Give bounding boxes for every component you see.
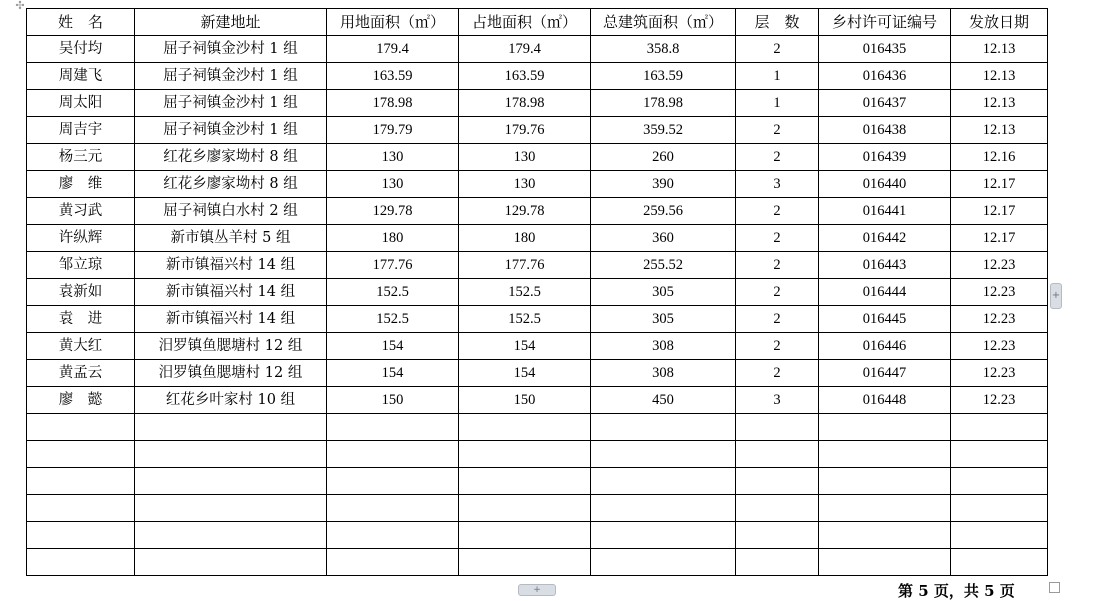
empty-cell[interactable] xyxy=(135,522,327,549)
add-row-plus-icon[interactable]: + xyxy=(518,584,556,596)
empty-cell[interactable] xyxy=(736,468,819,495)
cell-address[interactable]: 汨罗镇鱼腮塘村 12 组 xyxy=(135,333,327,360)
page-number-footer: 第 5 页，共 5 页 xyxy=(898,582,1015,600)
empty-table-row xyxy=(27,522,1048,549)
empty-cell[interactable] xyxy=(951,441,1048,468)
cell-footprint-area[interactable]: 179.76 xyxy=(459,117,591,144)
cell-name[interactable]: 黄孟云 xyxy=(27,360,135,387)
empty-cell[interactable] xyxy=(27,495,135,522)
empty-cell[interactable] xyxy=(819,522,951,549)
permit-table xyxy=(26,8,1048,576)
empty-cell[interactable] xyxy=(459,468,591,495)
empty-cell[interactable] xyxy=(591,468,736,495)
empty-cell[interactable] xyxy=(819,495,951,522)
empty-cell[interactable] xyxy=(736,495,819,522)
cell-name[interactable]: 周太阳 xyxy=(27,90,135,117)
empty-table-row xyxy=(27,495,1048,522)
empty-cell[interactable] xyxy=(736,414,819,441)
cell-permit-number[interactable]: 016442 xyxy=(819,225,951,252)
cell-floors[interactable]: 1 xyxy=(736,90,819,117)
header-floors[interactable]: 层 数 xyxy=(736,9,819,36)
empty-cell[interactable] xyxy=(736,522,819,549)
empty-cell[interactable] xyxy=(459,522,591,549)
cell-name[interactable]: 杨三元 xyxy=(27,144,135,171)
cell-total-building-area[interactable]: 390 xyxy=(591,171,736,198)
cell-land-area[interactable]: 163.59 xyxy=(327,63,459,90)
cell-footprint-area[interactable]: 154 xyxy=(459,360,591,387)
cell-footprint-area[interactable]: 178.98 xyxy=(459,90,591,117)
table-row xyxy=(27,117,1048,144)
empty-cell[interactable] xyxy=(591,414,736,441)
cell-name[interactable]: 周建飞 xyxy=(27,63,135,90)
cell-total-building-area[interactable]: 305 xyxy=(591,279,736,306)
table-row xyxy=(27,63,1048,90)
empty-cell[interactable] xyxy=(591,441,736,468)
table-row xyxy=(27,306,1048,333)
cell-issue-date[interactable]: 12.23 xyxy=(951,252,1048,279)
cell-name[interactable]: 邹立琼 xyxy=(27,252,135,279)
empty-cell[interactable] xyxy=(27,522,135,549)
cell-issue-date[interactable]: 12.13 xyxy=(951,36,1048,63)
cell-total-building-area[interactable]: 260 xyxy=(591,144,736,171)
cell-permit-number[interactable]: 016438 xyxy=(819,117,951,144)
empty-table-row xyxy=(27,414,1048,441)
empty-cell[interactable] xyxy=(459,414,591,441)
cell-address[interactable]: 屈子祠镇金沙村 1 组 xyxy=(135,117,327,144)
cell-address[interactable]: 屈子祠镇金沙村 1 组 xyxy=(135,36,327,63)
cell-footprint-area[interactable]: 130 xyxy=(459,171,591,198)
empty-cell[interactable] xyxy=(27,549,135,576)
empty-cell[interactable] xyxy=(459,441,591,468)
cell-issue-date[interactable]: 12.23 xyxy=(951,279,1048,306)
cell-footprint-area[interactable]: 152.5 xyxy=(459,306,591,333)
cell-name[interactable]: 袁 进 xyxy=(27,306,135,333)
empty-cell[interactable] xyxy=(819,468,951,495)
cell-land-area[interactable]: 152.5 xyxy=(327,279,459,306)
cell-footprint-area[interactable]: 129.78 xyxy=(459,198,591,225)
header-address[interactable]: 新建地址 xyxy=(135,9,327,36)
cell-issue-date[interactable]: 12.13 xyxy=(951,90,1048,117)
table-row xyxy=(27,36,1048,63)
header-row xyxy=(27,9,1048,36)
header-land-area[interactable]: 用地面积（㎡） xyxy=(327,9,459,36)
table-row xyxy=(27,333,1048,360)
cell-name[interactable]: 袁新如 xyxy=(27,279,135,306)
cell-footprint-area[interactable]: 152.5 xyxy=(459,279,591,306)
empty-cell[interactable] xyxy=(135,414,327,441)
cell-floors[interactable]: 3 xyxy=(736,171,819,198)
empty-cell[interactable] xyxy=(459,495,591,522)
cell-issue-date[interactable]: 12.23 xyxy=(951,333,1048,360)
empty-cell[interactable] xyxy=(27,468,135,495)
empty-cell[interactable] xyxy=(591,522,736,549)
cell-floors[interactable]: 2 xyxy=(736,144,819,171)
cell-footprint-area[interactable]: 180 xyxy=(459,225,591,252)
cell-land-area[interactable]: 179.4 xyxy=(327,36,459,63)
empty-table-row xyxy=(27,549,1048,576)
cell-total-building-area[interactable]: 178.98 xyxy=(591,90,736,117)
cell-footprint-area[interactable]: 150 xyxy=(459,387,591,414)
cell-issue-date[interactable]: 12.23 xyxy=(951,387,1048,414)
cell-permit-number[interactable]: 016437 xyxy=(819,90,951,117)
empty-cell[interactable] xyxy=(327,414,459,441)
cell-issue-date[interactable]: 12.13 xyxy=(951,63,1048,90)
add-column-plus-icon[interactable]: + xyxy=(1050,283,1062,309)
empty-cell[interactable] xyxy=(951,549,1048,576)
empty-cell[interactable] xyxy=(135,549,327,576)
cell-permit-number[interactable]: 016444 xyxy=(819,279,951,306)
cell-footprint-area[interactable]: 177.76 xyxy=(459,252,591,279)
cell-land-area[interactable]: 178.98 xyxy=(327,90,459,117)
table-row xyxy=(27,360,1048,387)
cell-floors[interactable]: 2 xyxy=(736,117,819,144)
cell-name[interactable]: 廖 维 xyxy=(27,171,135,198)
empty-cell[interactable] xyxy=(736,441,819,468)
cell-land-area[interactable]: 179.79 xyxy=(327,117,459,144)
cell-issue-date[interactable]: 12.23 xyxy=(951,360,1048,387)
cell-footprint-area[interactable]: 154 xyxy=(459,333,591,360)
cell-address[interactable]: 新市镇福兴村 14 组 xyxy=(135,279,327,306)
cell-permit-number[interactable]: 016445 xyxy=(819,306,951,333)
empty-cell[interactable] xyxy=(327,468,459,495)
cell-permit-number[interactable]: 016446 xyxy=(819,333,951,360)
cell-address[interactable]: 新市镇福兴村 14 组 xyxy=(135,252,327,279)
cell-name[interactable]: 黄习武 xyxy=(27,198,135,225)
cell-address[interactable]: 屈子祠镇金沙村 1 组 xyxy=(135,63,327,90)
cell-floors[interactable]: 2 xyxy=(736,333,819,360)
cell-permit-number[interactable]: 016436 xyxy=(819,63,951,90)
cell-address[interactable]: 红花乡廖家坳村 8 组 xyxy=(135,171,327,198)
empty-cell[interactable] xyxy=(459,549,591,576)
cell-issue-date[interactable]: 12.17 xyxy=(951,171,1048,198)
empty-cell[interactable] xyxy=(819,549,951,576)
empty-cell[interactable] xyxy=(135,468,327,495)
cell-issue-date[interactable]: 12.13 xyxy=(951,117,1048,144)
cell-total-building-area[interactable]: 450 xyxy=(591,387,736,414)
table-row xyxy=(27,252,1048,279)
empty-cell[interactable] xyxy=(327,549,459,576)
cell-floors[interactable]: 2 xyxy=(736,36,819,63)
empty-cell[interactable] xyxy=(27,414,135,441)
cell-name[interactable]: 黄大红 xyxy=(27,333,135,360)
cell-floors[interactable]: 2 xyxy=(736,225,819,252)
table-row xyxy=(27,225,1048,252)
cell-floors[interactable]: 2 xyxy=(736,279,819,306)
table-row xyxy=(27,198,1048,225)
cell-issue-date[interactable]: 12.23 xyxy=(951,306,1048,333)
cell-name[interactable]: 吴付均 xyxy=(27,36,135,63)
cell-land-area[interactable]: 154 xyxy=(327,333,459,360)
cell-land-area[interactable]: 130 xyxy=(327,171,459,198)
cell-floors[interactable]: 2 xyxy=(736,198,819,225)
cell-total-building-area[interactable]: 308 xyxy=(591,333,736,360)
empty-table-row xyxy=(27,468,1048,495)
cell-issue-date[interactable]: 12.17 xyxy=(951,198,1048,225)
table-row xyxy=(27,279,1048,306)
cell-address[interactable]: 屈子祠镇金沙村 1 组 xyxy=(135,90,327,117)
empty-cell[interactable] xyxy=(951,414,1048,441)
empty-cell[interactable] xyxy=(135,441,327,468)
empty-cell[interactable] xyxy=(327,522,459,549)
header-issue-date[interactable]: 发放日期 xyxy=(951,9,1048,36)
cell-land-area[interactable]: 177.76 xyxy=(327,252,459,279)
cell-name[interactable]: 许纵辉 xyxy=(27,225,135,252)
empty-cell[interactable] xyxy=(27,441,135,468)
cell-issue-date[interactable]: 12.17 xyxy=(951,225,1048,252)
cell-land-area[interactable]: 180 xyxy=(327,225,459,252)
cell-total-building-area[interactable]: 305 xyxy=(591,306,736,333)
cell-land-area[interactable]: 129.78 xyxy=(327,198,459,225)
cell-footprint-area[interactable]: 130 xyxy=(459,144,591,171)
cell-floors[interactable]: 3 xyxy=(736,387,819,414)
cell-address[interactable]: 新市镇丛羊村 5 组 xyxy=(135,225,327,252)
cell-land-area[interactable]: 152.5 xyxy=(327,306,459,333)
cell-total-building-area[interactable]: 255.52 xyxy=(591,252,736,279)
cell-permit-number[interactable]: 016441 xyxy=(819,198,951,225)
cell-floors[interactable]: 2 xyxy=(736,252,819,279)
cell-permit-number[interactable]: 016447 xyxy=(819,360,951,387)
cell-total-building-area[interactable]: 360 xyxy=(591,225,736,252)
header-name[interactable]: 姓 名 xyxy=(27,9,135,36)
cell-name[interactable]: 廖 懿 xyxy=(27,387,135,414)
empty-cell[interactable] xyxy=(736,549,819,576)
cell-floors[interactable]: 2 xyxy=(736,360,819,387)
empty-cell[interactable] xyxy=(819,441,951,468)
header-permit-number[interactable]: 乡村许可证编号 xyxy=(819,9,951,36)
table-row xyxy=(27,90,1048,117)
cell-name[interactable]: 周吉宇 xyxy=(27,117,135,144)
cell-permit-number[interactable]: 016440 xyxy=(819,171,951,198)
table-row xyxy=(27,171,1048,198)
empty-cell[interactable] xyxy=(819,414,951,441)
cell-total-building-area[interactable]: 308 xyxy=(591,360,736,387)
cell-address[interactable]: 汨罗镇鱼腮塘村 12 组 xyxy=(135,360,327,387)
cell-footprint-area[interactable]: 179.4 xyxy=(459,36,591,63)
table-resize-icon[interactable] xyxy=(1049,582,1060,593)
table-move-icon[interactable]: ✣ xyxy=(15,0,25,12)
empty-cell[interactable] xyxy=(327,441,459,468)
cell-permit-number[interactable]: 016439 xyxy=(819,144,951,171)
empty-cell[interactable] xyxy=(951,495,1048,522)
cell-land-area[interactable]: 150 xyxy=(327,387,459,414)
cell-floors[interactable]: 2 xyxy=(736,306,819,333)
table-row xyxy=(27,144,1048,171)
cell-land-area[interactable]: 130 xyxy=(327,144,459,171)
cell-total-building-area[interactable]: 259.56 xyxy=(591,198,736,225)
empty-cell[interactable] xyxy=(951,468,1048,495)
cell-footprint-area[interactable]: 163.59 xyxy=(459,63,591,90)
cell-land-area[interactable]: 154 xyxy=(327,360,459,387)
cell-permit-number[interactable]: 016435 xyxy=(819,36,951,63)
cell-address[interactable]: 红花乡廖家坳村 8 组 xyxy=(135,144,327,171)
empty-cell[interactable] xyxy=(591,495,736,522)
cell-permit-number[interactable]: 016448 xyxy=(819,387,951,414)
table-row xyxy=(27,387,1048,414)
cell-address[interactable]: 屈子祠镇白水村 2 组 xyxy=(135,198,327,225)
cell-total-building-area[interactable]: 163.59 xyxy=(591,63,736,90)
empty-cell[interactable] xyxy=(591,549,736,576)
header-total-building-area[interactable]: 总建筑面积（㎡） xyxy=(591,9,736,36)
cell-address[interactable]: 新市镇福兴村 14 组 xyxy=(135,306,327,333)
empty-table-row xyxy=(27,441,1048,468)
cell-issue-date[interactable]: 12.16 xyxy=(951,144,1048,171)
cell-address[interactable]: 红花乡叶家村 10 组 xyxy=(135,387,327,414)
cell-total-building-area[interactable]: 358.8 xyxy=(591,36,736,63)
empty-cell[interactable] xyxy=(327,495,459,522)
cell-permit-number[interactable]: 016443 xyxy=(819,252,951,279)
header-footprint-area[interactable]: 占地面积（㎡） xyxy=(459,9,591,36)
cell-total-building-area[interactable]: 359.52 xyxy=(591,117,736,144)
cell-floors[interactable]: 1 xyxy=(736,63,819,90)
empty-cell[interactable] xyxy=(135,495,327,522)
empty-cell[interactable] xyxy=(951,522,1048,549)
